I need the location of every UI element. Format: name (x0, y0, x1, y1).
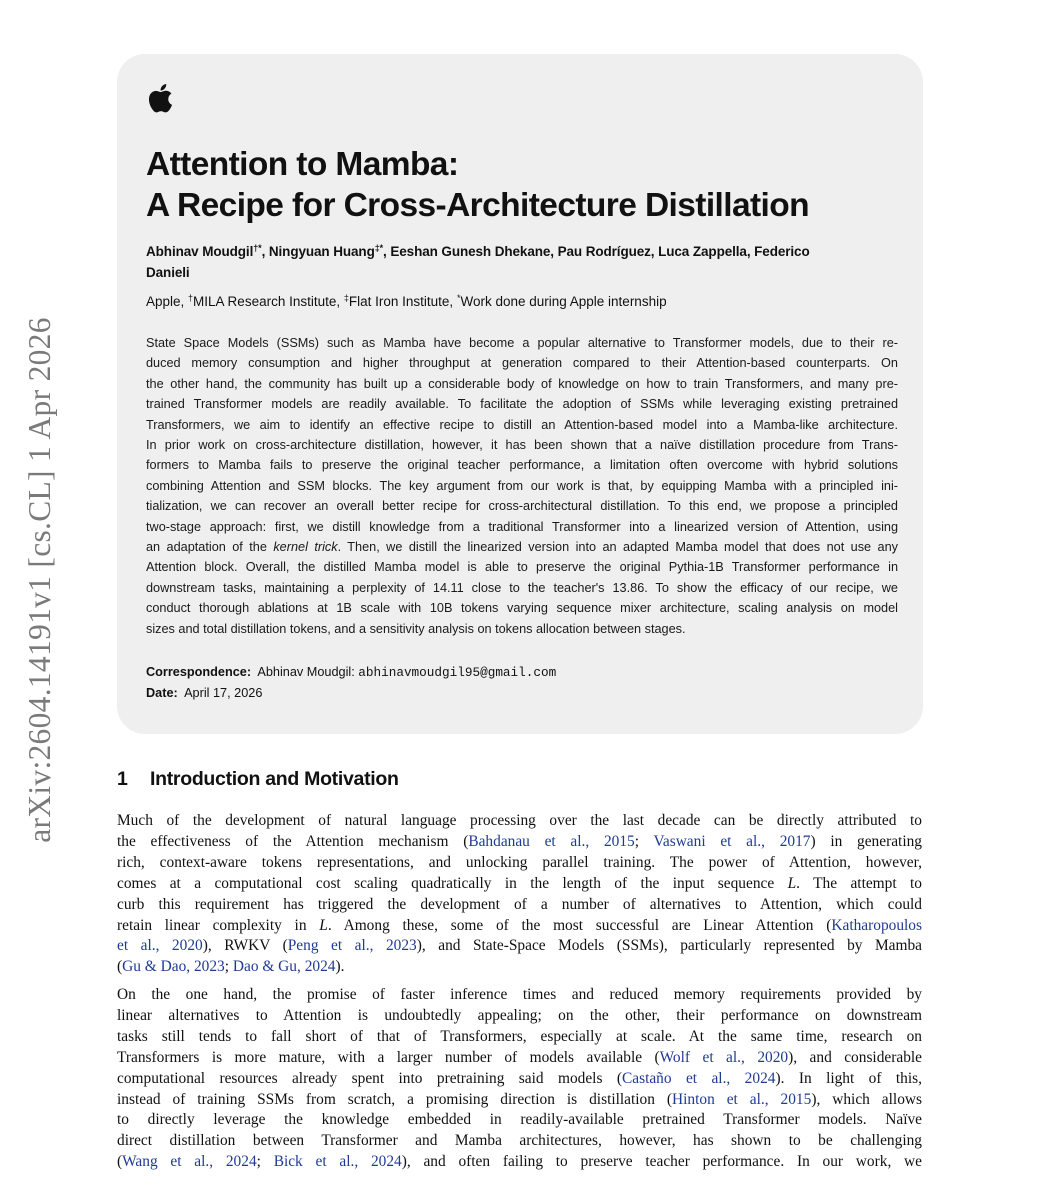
body-line (117, 1090, 922, 1111)
abstract-text: . Then, we distill the linearized version into an adapted Mamba model that does not use any (337, 540, 898, 555)
affiliations (146, 292, 895, 312)
intro-paragraph-1 (117, 811, 922, 978)
citation-link[interactable]: Katharopoulos (831, 916, 922, 934)
affiliation-mark: * (456, 293, 461, 303)
body-line: Much of the development of natural language processing over the last decade can be directly attributed to (117, 812, 922, 829)
affiliation-apple: Apple, (146, 294, 189, 309)
abstract-line: duced memory consumption and higher throughput at generation compared to their Attention-based counterparts. On (146, 356, 898, 371)
body-text: ), RWKV ( (202, 937, 288, 955)
body-text: . Among these, some of the most successful are Linear Attention ( (327, 916, 832, 934)
citation-link[interactable]: et al., 2020 (117, 937, 203, 955)
correspondence (146, 662, 895, 683)
abstract-line: downstream tasks, maintaining a perplexity of 14.11 close to the teacher's 13.86. To show the efficacy of our recipe, we (146, 580, 898, 595)
arxiv-stamp (0, 0, 80, 1200)
abstract-line: Transformers, we aim to identify an effective recipe to distill an Attention-based model into a Mamba-like architecture. (146, 417, 898, 432)
affiliation-note: Work done during Apple internship (460, 294, 667, 309)
body-text: ). In light of this, (775, 1069, 922, 1087)
abstract-line: combining Attention and SSM blocks. The key argument from our work is that, by equipping Mamba with a principled ini- (146, 478, 898, 493)
body-text: retain linear complexity in (117, 916, 320, 934)
affiliation-mark: ‡ (343, 293, 349, 303)
body-text: ; (634, 832, 654, 850)
affiliation-flatiron: Flat Iron Institute, (348, 294, 457, 309)
body-line (117, 874, 922, 895)
body-text: ), and often failing to preserve teacher performance. In our work, we (401, 1153, 922, 1171)
body-line (117, 832, 922, 853)
title-line-2: A Recipe for Cross-Architecture Distillation (146, 187, 809, 224)
date-value: April 17, 2026 (184, 686, 263, 701)
body-text: ; (256, 1153, 274, 1171)
abstract-line: In prior work on cross-architecture distillation, however, it has been shown that a naïve distillation procedure from Trans- (146, 438, 898, 453)
correspondence-name: Abhinav Moudgil: (257, 665, 359, 680)
citation-link[interactable]: Hinton et al., 2015 (672, 1090, 812, 1108)
citation-link[interactable]: Peng et al., 2023 (287, 937, 417, 955)
paper-date (146, 683, 895, 704)
body-line: linear alternatives to Attention is undoubtedly appealing; on the other, their performance on downstream (117, 1006, 922, 1024)
body-line: tasks still tends to fall short of that of Transformers, especially at scale. At the same time, research on (117, 1027, 922, 1045)
body-text: computational resources already spent into pretraining said models ( (117, 1069, 622, 1087)
author-name: Ningyuan Huang (268, 244, 375, 259)
abstract-line (146, 537, 898, 557)
body-text: ). (335, 958, 345, 976)
abstract-line: formers to Mamba fails to preserve the original teacher performance, a limitation often overcome with hybrid solutions (146, 458, 898, 473)
body-line (117, 1152, 922, 1173)
arxiv-identifier: arXiv:2604.14191v1 [cs.CL] 1 Apr 2026 (22, 317, 57, 843)
author-affiliation-marks: ‡* (374, 243, 384, 253)
body-text: ) in generating (810, 832, 922, 850)
math-variable: L (787, 874, 797, 892)
author-separator: , (261, 244, 269, 259)
body-text: ( (117, 958, 123, 976)
math-variable: L (319, 916, 328, 934)
body-text: ), and considerable (788, 1048, 922, 1066)
correspondence-email[interactable]: abhinavmoudgil95@gmail.com (358, 665, 557, 681)
abstract-line: tialization, we can recover an overall better recipe for cross-architectural distillation. To this end, we propose a principled (146, 499, 898, 514)
citation-link[interactable]: Bahdanau et al., 2015 (468, 832, 635, 850)
body-line (117, 1069, 922, 1090)
paper-title (146, 144, 895, 226)
body-line (117, 936, 922, 957)
body-line: rich, context-aware tokens representations, and unlocking parallel training. The power of Attention, however, (117, 853, 922, 871)
author-names-rest: , Eeshan Gunesh Dhekane, Pau Rodríguez, Luca Zappella, Federico (383, 244, 810, 259)
header-card (117, 54, 923, 734)
body-text: ( (117, 1153, 123, 1171)
body-line (117, 1048, 922, 1069)
affiliation-mila: MILA Research Institute, (193, 294, 344, 309)
abstract (146, 333, 898, 639)
body-line: curb this requirement has triggered the development of a number of alternatives to Attention, which could (117, 895, 922, 913)
title-line-1: Attention to Mamba: (146, 146, 459, 183)
author-names-rest-line2: Danieli (146, 265, 190, 280)
body-text: . The attempt to (796, 874, 922, 892)
body-line: On the one hand, the promise of faster inference times and reduced memory requirements provided by (117, 986, 922, 1003)
abstract-line: Attention block. Overall, the distilled Mamba model is able to preserve the original Pythia-1B Transformer performance in (146, 560, 898, 575)
body-line (117, 957, 922, 978)
section-heading (117, 768, 399, 791)
body-text: instead of training SSMs from scratch, a promising direction is distillation ( (117, 1090, 673, 1108)
body-text: the effectiveness of the Attention mechanism ( (117, 832, 469, 850)
abstract-line: two-stage approach: first, we distill knowledge from a traditional Transformer into a linearized version of Attention, using (146, 519, 898, 534)
date-label: Date: (146, 686, 178, 701)
affiliation-mark: † (188, 293, 194, 303)
author-affiliation-marks: †* (253, 243, 262, 253)
citation-link[interactable]: Dao & Gu, 2024 (232, 958, 336, 976)
author-list (146, 241, 895, 283)
correspondence-label: Correspondence: (146, 665, 252, 680)
citation-link[interactable]: Vaswani et al., 2017 (653, 832, 811, 850)
body-text: ), which allows (811, 1090, 922, 1108)
section-title: Introduction and Motivation (150, 768, 399, 790)
abstract-line: conduct thorough ablations at 1B scale with 10B tokens varying sequence mixer architecture, scaling analysis on model (146, 601, 898, 616)
body-line: to directly leverage the knowledge embedded in readily-available pretrained Transformer models. Naïve (117, 1111, 922, 1129)
citation-link[interactable]: Gu & Dao, 2023 (122, 958, 225, 976)
abstract-line: the other hand, the community has built up a considerable body of knowledge on how to train Transformers, and many pre- (146, 376, 898, 391)
body-line (117, 916, 922, 937)
abstract-line: trained Transformer models are readily available. To facilitate the adoption of SSMs while leveraging existing pretrained (146, 397, 898, 412)
abstract-line: State Space Models (SSMs) such as Mamba have become a popular alternative to Transformer models, due to their re- (146, 336, 898, 350)
abstract-text: an adaptation of the (146, 540, 274, 555)
abstract-emphasis: kernel trick (273, 540, 338, 555)
section-number: 1 (117, 768, 128, 790)
author-name: Abhinav Moudgil (146, 244, 254, 259)
apple-logo (146, 82, 173, 114)
body-text: comes at a computational cost scaling quadratically in the length of the input sequence (117, 874, 788, 892)
body-line: direct distillation between Transformer and Mamba architectures, however, has shown to be challenging (117, 1132, 922, 1150)
citation-link[interactable]: Castaño et al., 2024 (621, 1069, 776, 1087)
citation-link[interactable]: Bick et al., 2024 (273, 1153, 402, 1171)
citation-link[interactable]: Wolf et al., 2020 (659, 1048, 789, 1066)
citation-link[interactable]: Wang et al., 2024 (122, 1153, 257, 1171)
body-text: Transformers is more mature, with a larger number of models available ( (117, 1048, 660, 1066)
body-text: ), and State-Space Models (SSMs), particularly represented by Mamba (416, 937, 923, 955)
paper-meta (146, 662, 895, 704)
abstract-line: sizes and total distillation tokens, and a sensitivity analysis on tokens allocation between stages. (146, 621, 686, 636)
body-text: ; (224, 958, 233, 976)
intro-paragraph-2 (117, 985, 922, 1173)
